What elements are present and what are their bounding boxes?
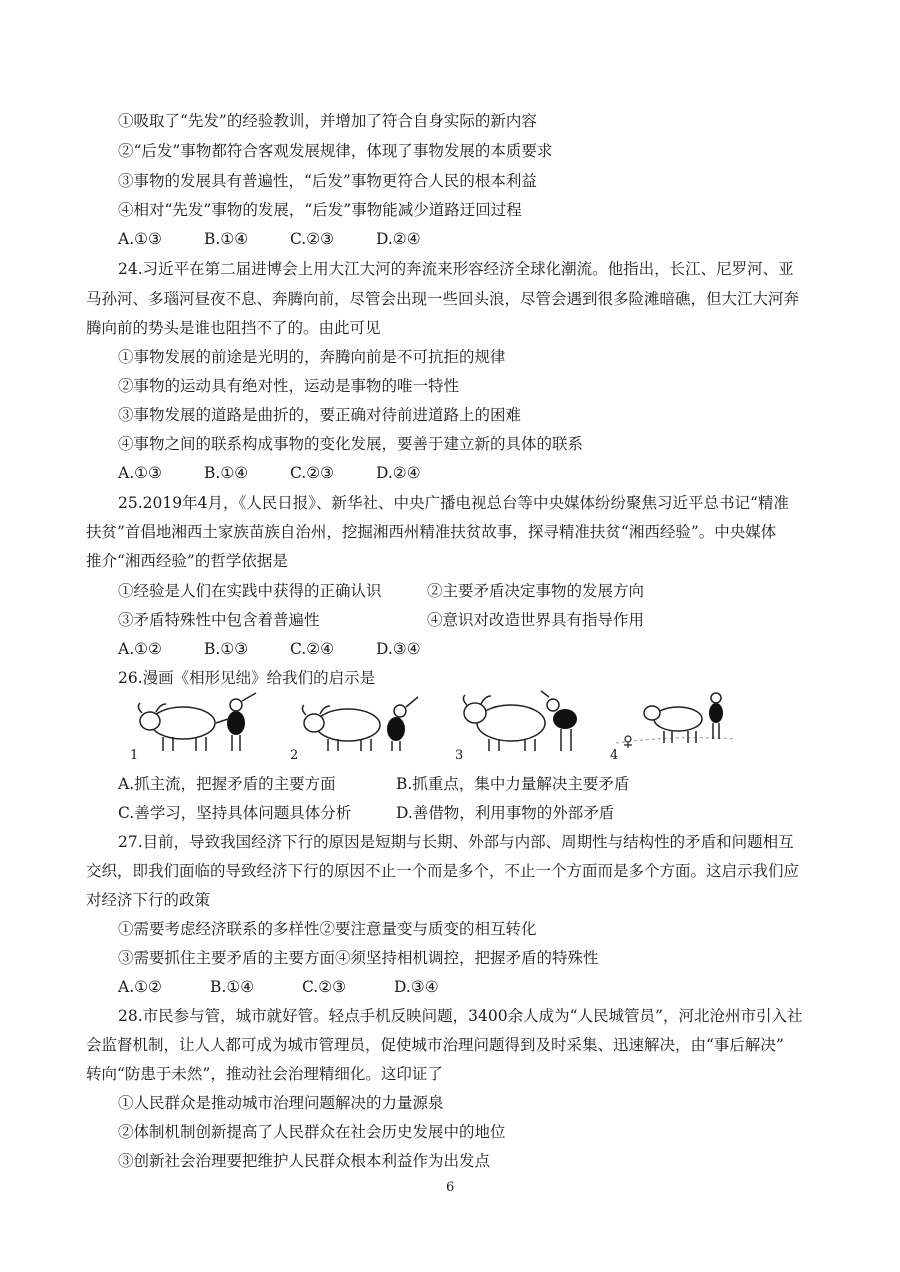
q24-item-3: ③事物发展的道路是曲折的，要正确对待前进道路上的困难 xyxy=(118,406,522,424)
q24-stem-2: 马孙河、多瑙河昼夜不息、奔腾向前，尽管会出现一些回头浪，尽管会遇到很多险滩暗礁，但大江大河奔 xyxy=(86,290,800,308)
q24-option-a: A.①③ xyxy=(118,464,162,482)
panel-number-2: 2 xyxy=(290,748,299,763)
q23-item-1: ①吸取了“先发”的经验教训，并增加了符合自身实际的新内容 xyxy=(118,112,537,130)
q28-stem-2: 会监督机制，让人人都可成为城市管理员，促使城市治理问题得到及时采集、迅速解决，由“事后解决” xyxy=(86,1036,784,1054)
q24-item-4: ④事物之间的联系构成事物的变化发展，要善于建立新的具体的联系 xyxy=(118,435,584,453)
q27-option-c: C.②③ xyxy=(302,978,347,996)
q26-option-b: B.抓重点，集中力量解决主要矛盾 xyxy=(396,775,630,793)
q27-item-1: ①需要考虑经济联系的多样性②要注意量变与质变的相互转化 xyxy=(118,920,537,938)
cartoon-panel-1 xyxy=(128,683,268,763)
q23-option-a: A.①③ xyxy=(118,230,162,248)
q27-options xyxy=(118,977,439,997)
q23-item-4: ④相对“先发”事物的发展，“后发”事物能减少道路迂回过程 xyxy=(118,201,522,219)
q28-item-2: ②体制机制创新提高了人民群众在社会历史发展中的地位 xyxy=(118,1123,506,1141)
q25-item-2: ②主要矛盾决定事物的发展方向 xyxy=(427,582,645,600)
q25-stem-2: 扶贫”首倡地湘西土家族苗族自治州，挖掘湘西州精准扶贫故事，探寻精准扶贫“湘西经验”。中央媒体 xyxy=(86,523,777,541)
q23-item-2: ②“后发”事物都符合客观发展规律，体现了事物发展的本质要求 xyxy=(118,142,553,160)
q25-items-row-1 xyxy=(118,581,644,601)
q25-option-b: B.①③ xyxy=(204,640,249,658)
q27-option-a: A.①② xyxy=(118,978,162,996)
q23-item-3: ③事物的发展具有普遍性，“后发”事物更符合人民的根本利益 xyxy=(118,172,537,190)
q25-stem-3: 推介“湘西经验”的哲学依据是 xyxy=(86,552,288,570)
q26-option-a: A.抓主流，把握矛盾的主要方面 xyxy=(118,775,336,793)
page-number: 6 xyxy=(446,1180,455,1195)
q23-option-c: C.②③ xyxy=(290,230,335,248)
q24-stem-3: 腾向前的势头是谁也阻挡不了的。由此可见 xyxy=(86,319,381,337)
q24-option-b: B.①④ xyxy=(204,464,249,482)
q24-stem-1: 24.习近平在第二届进博会上用大江大河的奔流来形容经济全球化潮流。他指出，长江、尼罗河、亚 xyxy=(118,260,794,278)
q24-option-d: D.②④ xyxy=(376,464,421,482)
q27-stem-2: 交织，即我们面临的导致经济下行的原因不止一个而是多个，不止一个方面而是多个方面。这启示我们应 xyxy=(86,862,800,880)
q26-option-c: C.善学习，坚持具体问题具体分析 xyxy=(118,804,352,822)
ox-and-man-illustration xyxy=(288,683,428,763)
q24-option-c: C.②③ xyxy=(290,464,335,482)
q28-item-3: ③创新社会治理要把维护人民群众根本利益作为出发点 xyxy=(118,1152,491,1170)
q25-option-a: A.①② xyxy=(118,640,162,658)
q25-item-1: ①经验是人们在实践中获得的正确认识 xyxy=(118,582,382,600)
q23-option-d: D.②④ xyxy=(376,230,421,248)
q25-stem-1: 25.2019年4月，《人民日报》、新华社、中央广播电视总台等中央媒体纷纷聚焦习近平总书记“精准 xyxy=(118,494,789,512)
cartoon-panel-3 xyxy=(453,683,593,763)
cartoon-panel-4 xyxy=(608,683,748,763)
q27-stem-3: 对经济下行的政策 xyxy=(86,891,211,909)
q28-item-1: ①人民群众是推动城市治理问题解决的力量源泉 xyxy=(118,1094,444,1112)
q27-option-d: D.③④ xyxy=(394,978,439,996)
q24-item-1: ①事物发展的前途是光明的，奔腾向前是不可抗拒的规律 xyxy=(118,348,506,366)
q25-item-4: ④意识对改造世界具有指导作用 xyxy=(427,611,645,629)
q23-options xyxy=(118,229,421,249)
panel-number-3: 3 xyxy=(455,748,464,763)
q27-item-2: ③需要抓住主要矛盾的主要方面④须坚持相机调控，把握矛盾的特殊性 xyxy=(118,949,599,967)
ox-and-man-illustration xyxy=(128,683,268,763)
q25-item-3: ③矛盾特殊性中包含着普遍性 xyxy=(118,611,320,629)
q27-option-b: B.①④ xyxy=(210,978,255,996)
q25-option-d: D.③④ xyxy=(376,640,421,658)
q28-stem-1: 28.市民参与管，城市就好管。轻点手机反映问题，3400余人成为“人民城管员”，河北沧州市引入社 xyxy=(118,1007,803,1025)
q26-options-row-1 xyxy=(118,774,629,794)
panel-number-4: 4 xyxy=(610,748,619,763)
q28-stem-3: 转向“防患于未然”，推动社会治理精细化。这印证了 xyxy=(86,1065,443,1083)
q26-stem: 26.漫画《相形见绌》给我们的启示是 xyxy=(118,669,376,687)
cartoon-panel-2 xyxy=(288,683,428,763)
panel-number-1: 1 xyxy=(130,748,139,763)
q26-option-d: D.善借物，利用事物的外部矛盾 xyxy=(396,804,615,822)
q25-options xyxy=(118,639,421,659)
q26-options-row-2 xyxy=(118,803,614,823)
ox-and-man-illustration xyxy=(453,683,593,763)
q25-items-row-2 xyxy=(118,610,644,630)
q27-stem-1: 27.目前，导致我国经济下行的原因是短期与长期、外部与内部、周期性与结构性的矛盾和问题相互 xyxy=(118,833,794,851)
q24-options xyxy=(118,463,421,483)
ox-and-man-illustration xyxy=(608,683,748,763)
q25-option-c: C.②④ xyxy=(290,640,335,658)
q26-cartoon xyxy=(128,683,768,763)
q23-option-b: B.①④ xyxy=(204,230,249,248)
q24-item-2: ②事物的运动具有绝对性，运动是事物的唯一特性 xyxy=(118,377,460,395)
